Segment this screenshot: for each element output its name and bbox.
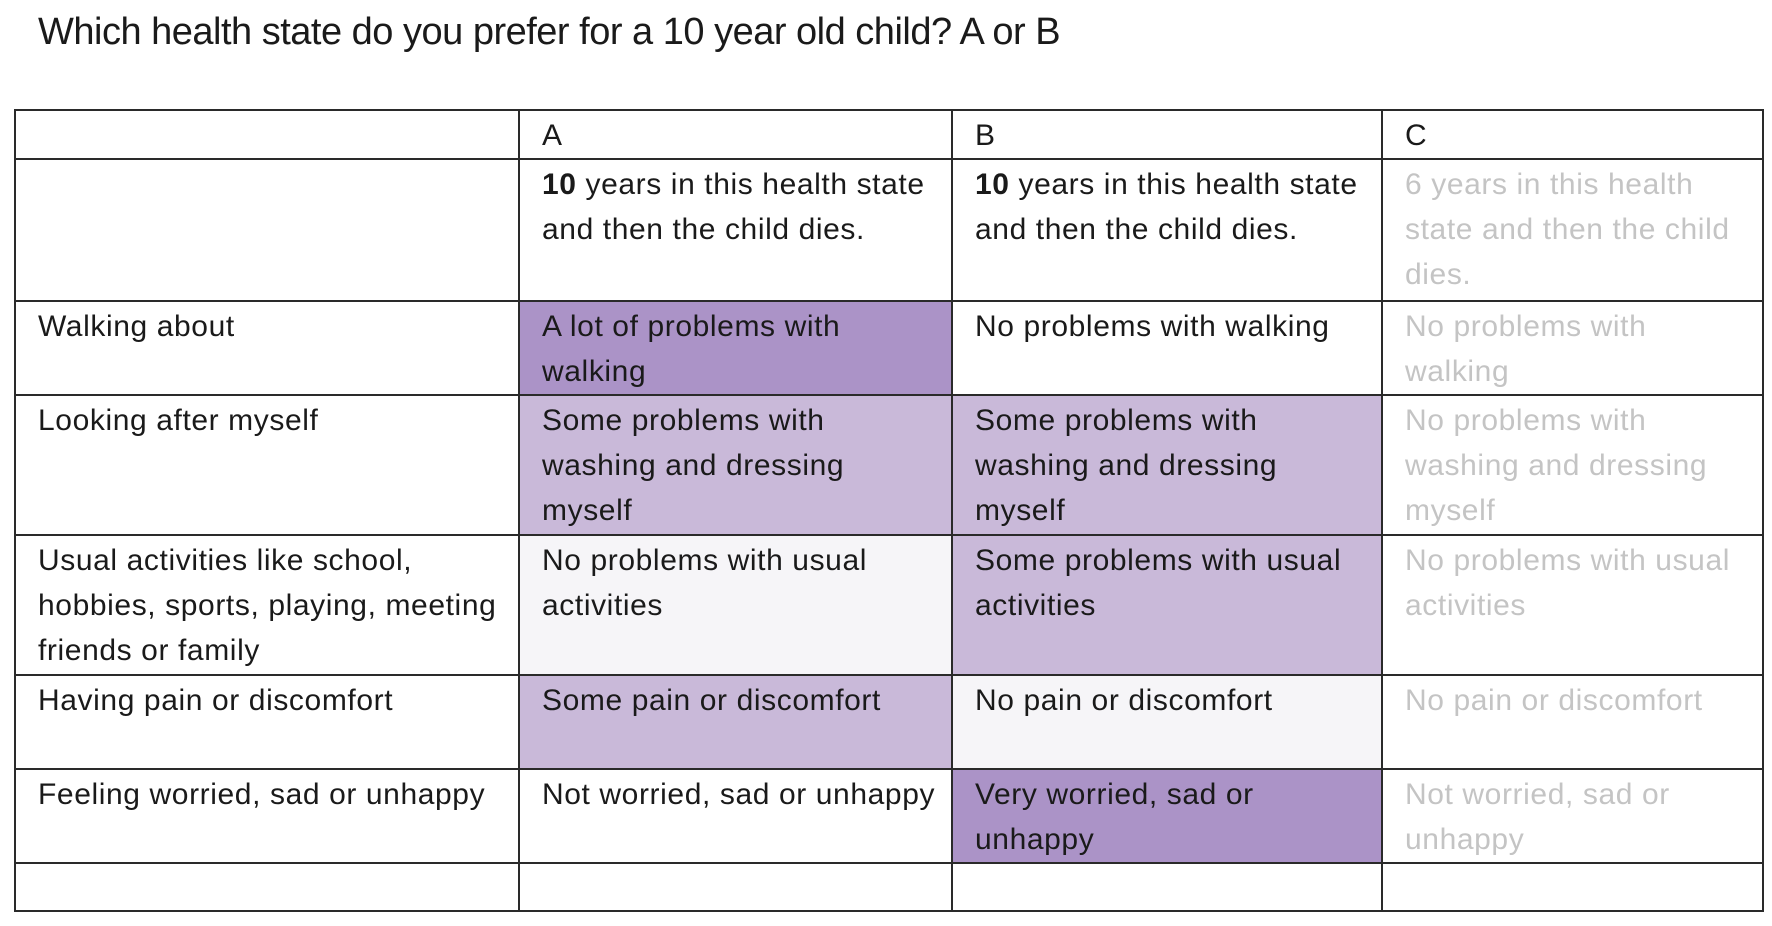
dimension-row-pain xyxy=(15,675,1763,769)
state-cell-a: A lot of problems with walking xyxy=(519,301,952,395)
dimension-label: Looking after myself xyxy=(15,395,519,535)
state-cell-a: Some problems with washing and dressing myself xyxy=(519,395,952,535)
duration-years-a: 10 xyxy=(542,168,577,201)
duration-cell-b xyxy=(952,159,1382,301)
blank-cell xyxy=(952,863,1382,911)
blank-row xyxy=(15,863,1763,911)
dimension-label: Feeling worried, sad or unhappy xyxy=(15,769,519,863)
header-row xyxy=(15,110,1763,159)
column-header-b: B xyxy=(952,110,1382,159)
dimension-row-feelings xyxy=(15,769,1763,863)
dimension-row-self-care xyxy=(15,395,1763,535)
state-cell-c: Not worried, sad or unhappy xyxy=(1382,769,1763,863)
duration-text-b: years in this health state and then the child dies. xyxy=(975,168,1358,246)
duration-cell-a xyxy=(519,159,952,301)
duration-years-b: 10 xyxy=(975,168,1010,201)
dimension-label: Walking about xyxy=(15,301,519,395)
state-cell-c: No pain or discomfort xyxy=(1382,675,1763,769)
state-cell-b: Some problems with washing and dressing myself xyxy=(952,395,1382,535)
header-empty-cell xyxy=(15,110,519,159)
state-cell-c: No problems with washing and dressing myself xyxy=(1382,395,1763,535)
state-cell-c: No problems with usual activities xyxy=(1382,535,1763,675)
state-cell-c: No problems with walking xyxy=(1382,301,1763,395)
duration-label-cell xyxy=(15,159,519,301)
duration-cell-c: 6 years in this health state and then the child dies. xyxy=(1382,159,1763,301)
dimension-label: Having pain or discomfort xyxy=(15,675,519,769)
dimension-row-walking xyxy=(15,301,1763,395)
duration-text-a: years in this health state and then the child dies. xyxy=(542,168,925,246)
state-cell-b: Some problems with usual activities xyxy=(952,535,1382,675)
blank-cell xyxy=(519,863,952,911)
health-state-table xyxy=(14,109,1764,912)
question-title: Which health state do you prefer for a 10 year old child? A or B xyxy=(38,11,1061,53)
state-cell-b: No problems with walking xyxy=(952,301,1382,395)
blank-cell xyxy=(15,863,519,911)
duration-row xyxy=(15,159,1763,301)
dimension-row-usual-activities xyxy=(15,535,1763,675)
column-header-a: A xyxy=(519,110,952,159)
state-cell-b: Very worried, sad or unhappy xyxy=(952,769,1382,863)
column-header-c: C xyxy=(1382,110,1763,159)
dimension-label: Usual activities like school, hobbies, sports, playing, meeting friends or family xyxy=(15,535,519,675)
state-cell-a: No problems with usual activities xyxy=(519,535,952,675)
state-cell-a: Some pain or discomfort xyxy=(519,675,952,769)
state-cell-b: No pain or discomfort xyxy=(952,675,1382,769)
state-cell-a: Not worried, sad or unhappy xyxy=(519,769,952,863)
blank-cell xyxy=(1382,863,1763,911)
